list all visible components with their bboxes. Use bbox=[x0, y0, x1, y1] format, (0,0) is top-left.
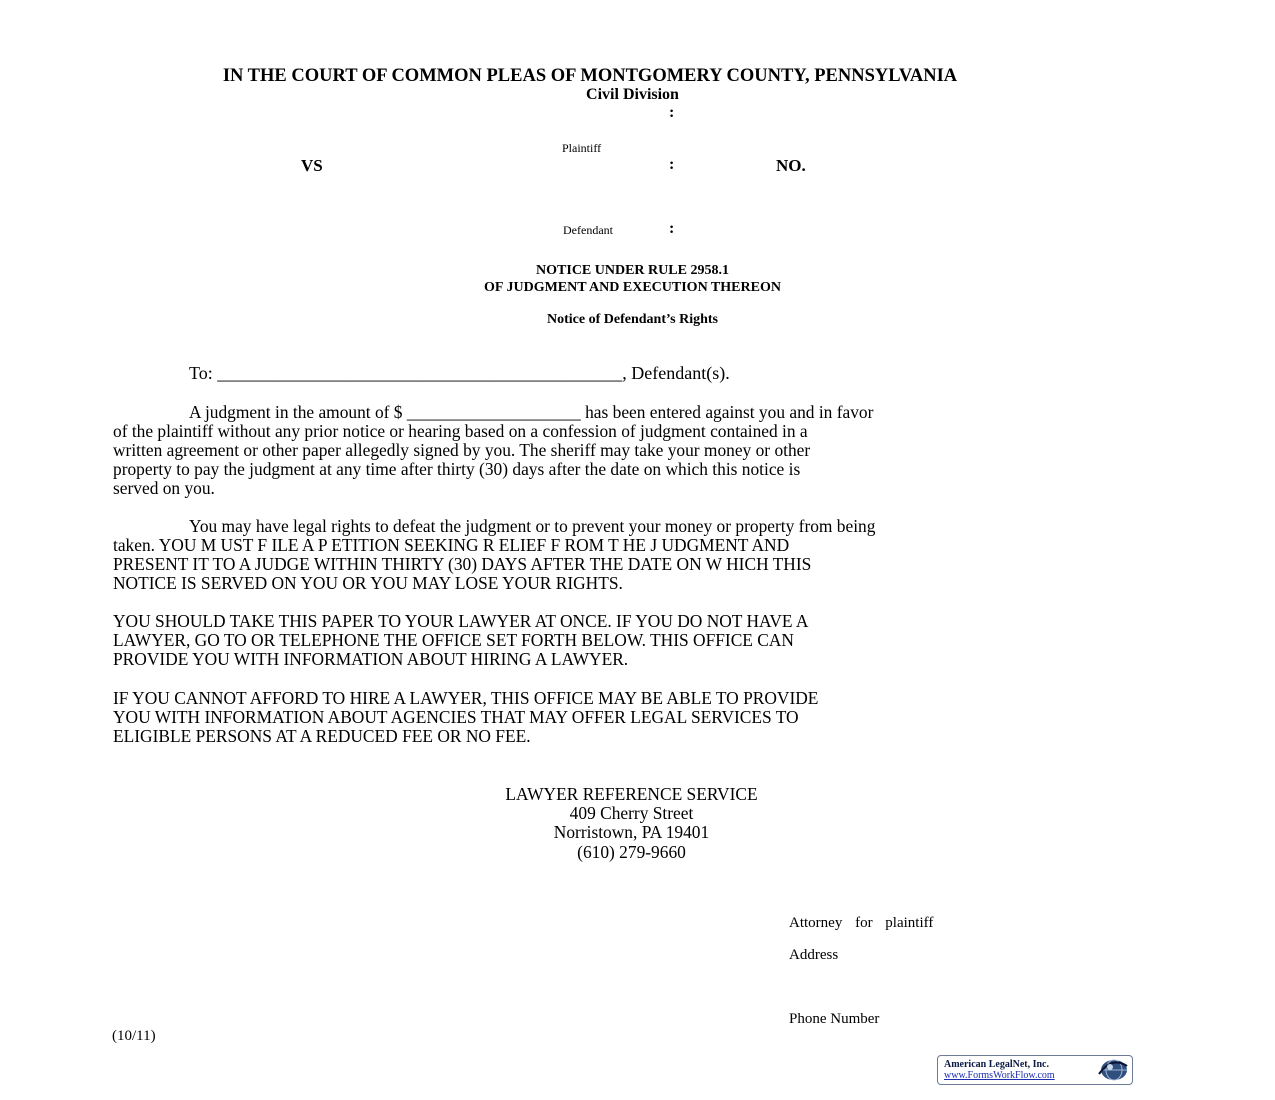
versus-label: VS bbox=[301, 156, 323, 175]
paragraph-line: IF YOU CANNOT AFFORD TO HIRE A LAWYER, THIS OFFICE MAY BE ABLE TO PROVIDE bbox=[113, 688, 819, 708]
division-title: Civil Division bbox=[586, 86, 679, 103]
caption-colon: : bbox=[669, 104, 675, 121]
caption-colon: : bbox=[669, 156, 675, 173]
phone-number-label: Phone Number bbox=[789, 1011, 880, 1027]
paragraph-line: A judgment in the amount of $ ____________________ has been entered against you and in favor bbox=[189, 402, 874, 422]
paragraph-line: YOU SHOULD TAKE THIS PAPER TO YOUR LAWYER AT ONCE. IF YOU DO NOT HAVE A bbox=[113, 611, 809, 631]
afford-paragraph bbox=[113, 689, 1153, 746]
lawyer-reference-address bbox=[0, 785, 1263, 862]
paragraph-line: LAWYER, GO TO OR TELEPHONE THE OFFICE SET FORTH BELOW. THIS OFFICE CAN bbox=[113, 630, 794, 650]
plaintiff-label: Plaintiff bbox=[562, 141, 602, 155]
paragraph-line: NOTICE IS SERVED ON YOU OR YOU MAY LOSE YOUR RIGHTS. bbox=[113, 573, 623, 593]
form-version: (10/11) bbox=[112, 1028, 156, 1044]
rights-paragraph bbox=[113, 517, 1153, 593]
paragraph-line: YOU WITH INFORMATION ABOUT AGENCIES THAT MAY OFFER LEGAL SERVICES TO bbox=[113, 707, 799, 727]
paragraph-line: served on you. bbox=[113, 478, 215, 498]
lawyer-paragraph bbox=[113, 612, 1153, 669]
paragraph-line: property to pay the judgment at any time after thirty (30) days after the date on which this notice is bbox=[113, 459, 801, 479]
globe-icon bbox=[1095, 1058, 1129, 1082]
paragraph-line: PRESENT IT TO A JUDGE WITHIN THIRTY (30) DAYS AFTER THE DATE ON W HICH THIS bbox=[113, 554, 812, 574]
paragraph-line: PROVIDE YOU WITH INFORMATION ABOUT HIRING A LAWYER. bbox=[113, 649, 629, 669]
defendant-label: Defendant bbox=[563, 223, 613, 237]
publisher-badge[interactable] bbox=[937, 1055, 1133, 1085]
lrs-street: 409 Cherry Street bbox=[569, 803, 694, 824]
case-number-label: NO. bbox=[776, 156, 806, 175]
lrs-phone: (610) 279-9660 bbox=[577, 841, 686, 862]
paragraph-line: of the plaintiff without any prior notice or hearing based on a confession of judgment contained in a bbox=[113, 421, 808, 441]
caption-colon: : bbox=[669, 220, 675, 237]
publisher-link[interactable]: www.FormsWorkFlow.com bbox=[944, 1070, 1055, 1081]
lrs-city: Norristown, PA 19401 bbox=[553, 822, 710, 843]
publisher-name: American LegalNet, Inc. bbox=[944, 1059, 1049, 1070]
court-title: IN THE COURT OF COMMON PLEAS OF MONTGOMERY COUNTY, PENNSYLVANIA bbox=[222, 66, 958, 86]
paragraph-line: written agreement or other paper allegedly signed by you. The sheriff may take your money or other bbox=[113, 440, 811, 460]
paragraph-line: taken. YOU M UST F ILE A P ETITION SEEKING R ELIEF F ROM T HE J UDGMENT AND bbox=[113, 535, 790, 555]
rights-title: Notice of Defendant’s Rights bbox=[547, 312, 718, 327]
judgment-paragraph bbox=[113, 403, 1153, 498]
paragraph-line: ELIGIBLE PERSONS AT A REDUCED FEE OR NO FEE. bbox=[113, 726, 531, 746]
notice-title-line1: NOTICE UNDER RULE 2958.1 bbox=[536, 263, 729, 278]
to-defendant-line: To: _____________________________________________, Defendant(s). bbox=[189, 363, 730, 383]
attorney-for-plaintiff-label: Attorney for plaintiff bbox=[789, 915, 934, 931]
notice-title-line2: OF JUDGMENT AND EXECUTION THEREON bbox=[484, 280, 781, 295]
address-label: Address bbox=[789, 947, 839, 963]
paragraph-line: You may have legal rights to defeat the judgment or to prevent your money or property from being bbox=[189, 516, 876, 536]
lrs-name: LAWYER REFERENCE SERVICE bbox=[505, 784, 758, 804]
